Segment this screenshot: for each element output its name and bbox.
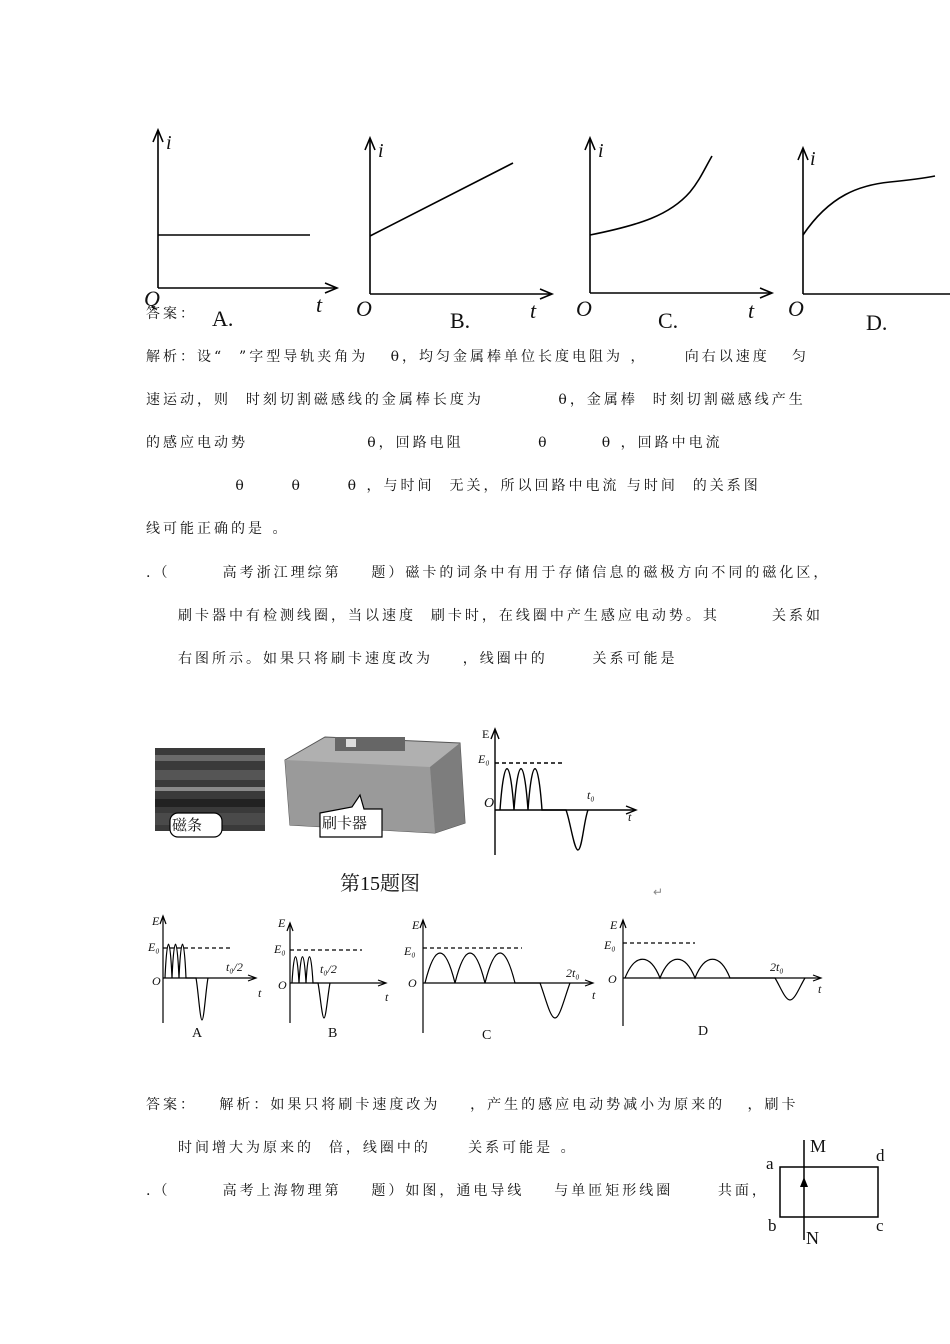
graph-b-origin: O <box>356 296 372 321</box>
graph-b-label: B. <box>450 308 471 333</box>
answer1-prefix: 答案： <box>146 306 197 322</box>
graph-d <box>798 148 950 294</box>
graph-b <box>365 138 552 299</box>
answer1-line2: 速运动，则 时刻切割磁感线的金属棒长度为 θ，金属棒 时刻切割磁感线产生 <box>146 392 806 408</box>
option-a-label: A <box>192 1026 203 1041</box>
stripe-label: 磁条 <box>172 818 203 834</box>
figure15-e0: E₀ <box>478 752 490 766</box>
option-c-label: C <box>482 1028 492 1043</box>
option-a-t: t <box>258 986 262 1000</box>
option-a-o: O <box>152 974 161 988</box>
graph-c-axis-i: i <box>598 140 604 162</box>
return-mark-icon: ↵ <box>653 885 664 899</box>
coil-m: M <box>810 1136 827 1156</box>
figure15-caption: 第15题图 <box>340 873 420 895</box>
reader-label: 刷卡器 <box>322 816 368 832</box>
rectangular-coil <box>780 1167 878 1217</box>
graph-b-curve <box>370 163 513 236</box>
graph-c-label: C. <box>658 308 679 333</box>
option-b-t: t <box>385 990 389 1004</box>
figure15-t0: t₀ <box>587 788 595 802</box>
option-d-2t0: 2t₀ <box>770 960 784 974</box>
option-d-o: O <box>608 972 617 986</box>
question3-line1: .（ 高考上海物理第 题）如图，通电导线 与单匝矩形线圈 共面， <box>146 1183 769 1199</box>
option-d-graph <box>620 920 821 1026</box>
option-b-e0: E₀ <box>274 942 286 956</box>
option-a-e: E <box>152 914 160 928</box>
option-b-label: B <box>328 1026 338 1041</box>
option-c-t: t <box>592 988 596 1002</box>
option-c-2t0: 2t₀ <box>566 966 580 980</box>
graph-c-origin: O <box>576 296 592 321</box>
question2-line2: 刷卡器中有检测线圈，当以速度 刷卡时，在线圈中产生感应电动势。其 关系如 <box>178 608 824 624</box>
answer1-line3: 的感应电动势 θ，回路电阻 θ θ ，回路中电流 <box>146 435 723 451</box>
graph-a-axis-t: t <box>316 292 323 317</box>
graph-d-origin: O <box>788 296 804 321</box>
graph-b-axis-t: t <box>530 298 537 323</box>
option-c-e0: E₀ <box>404 944 416 958</box>
answer2-line1: 答案： 解析：如果只将刷卡速度改为 ，产生的感应电动势减小为原来的 ，刷卡 <box>146 1097 799 1113</box>
option-d-e: E <box>610 918 618 932</box>
answer1-line4: θ θ θ ，与时间 无关，所以回路中电流 与时间 的关系图 <box>146 478 761 494</box>
option-a-t0: t₀/2 <box>226 960 243 974</box>
coil-a: a <box>766 1154 774 1173</box>
option-d-label: D <box>698 1024 709 1039</box>
option-graphs <box>0 908 950 1038</box>
coil-c: c <box>876 1216 884 1235</box>
graph-c-axis-t: t <box>748 298 755 323</box>
top-graphs <box>0 0 950 340</box>
option-d-t: t <box>818 982 822 996</box>
graph-a-label: A. <box>212 306 234 331</box>
figure15-e-label: E <box>482 727 490 741</box>
graph-c <box>585 138 772 298</box>
coil-d: d <box>876 1146 885 1165</box>
graph-a-axis-i: i <box>166 132 172 154</box>
option-b-e: E <box>278 916 286 930</box>
graph-d-curve <box>803 176 935 235</box>
graph-d-axis-i: i <box>810 148 816 170</box>
figure15 <box>150 725 650 865</box>
option-b-t0: t₀/2 <box>320 962 337 976</box>
current-arrow-icon <box>800 1177 808 1187</box>
figure15-origin: O <box>484 796 495 811</box>
figure15-graph <box>491 729 636 855</box>
option-d-e0: E₀ <box>604 938 616 952</box>
answer1-line5: 线可能正确的是 。 <box>146 521 290 537</box>
coil-n: N <box>806 1228 819 1248</box>
option-c-o: O <box>408 976 417 990</box>
graph-a-origin: Q <box>144 286 160 311</box>
answer1-line1: 解析：设“ ”字型导轨夹角为 θ，均匀金属棒单位长度电阻为 ， 向右以速度 匀 <box>146 349 810 365</box>
answer2-line2: 时间增大为原来的 倍，线圈中的 关系可能是 。 <box>178 1140 578 1156</box>
graph-d-label: D. <box>866 310 888 335</box>
question2-line1: .（ 高考浙江理综第 题）磁卡的词条中有用于存储信息的磁极方向不同的磁化区， <box>146 565 831 581</box>
option-b-o: O <box>278 978 287 992</box>
coil-b: b <box>768 1216 777 1235</box>
graph-b-axis-i: i <box>378 140 384 162</box>
option-c-e: E <box>412 918 420 932</box>
graph-a <box>153 130 337 293</box>
option-a-e0: E₀ <box>148 940 160 954</box>
graph-c-curve <box>590 156 712 235</box>
question2-line3: 右图所示。如果只将刷卡速度改为 ，线圈中的 关系可能是 <box>178 651 678 667</box>
figure15-t: t <box>628 810 632 824</box>
